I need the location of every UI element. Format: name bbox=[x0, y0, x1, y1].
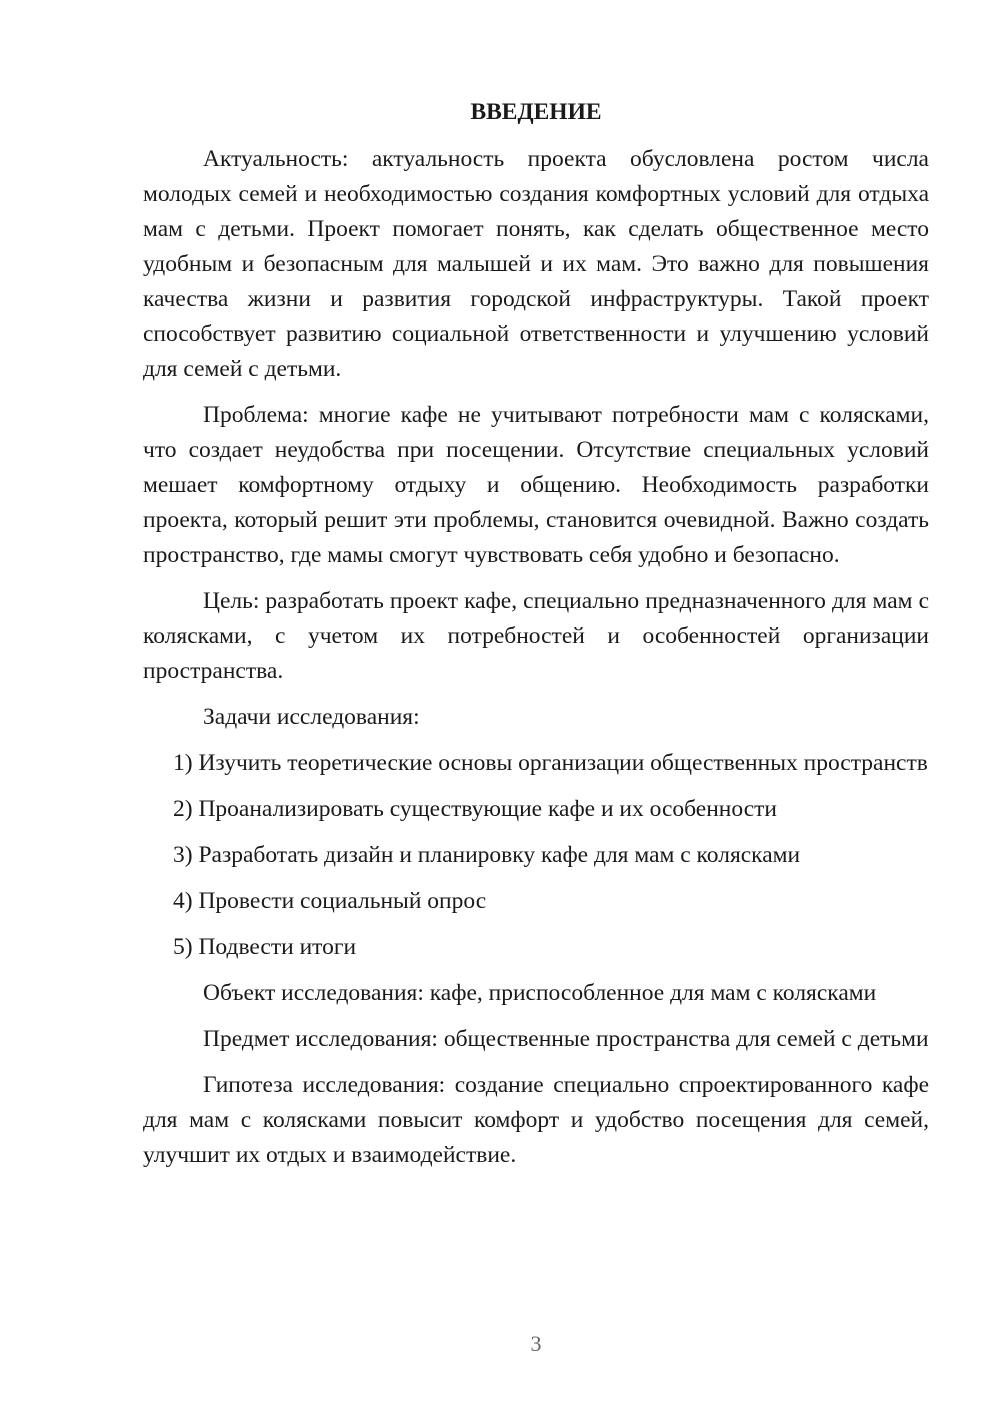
research-object: Объект исследования: кафе, приспособленное для мам с колясками bbox=[203, 980, 877, 1006]
goal-paragraph: Цель: разработать проект кафе, специально предназначенного для мам с колясками, с учетом их потребностей и особенностей организации пространства. bbox=[143, 588, 929, 684]
task-item: 1) Изучить теоретические основы организации общественных пространств bbox=[173, 750, 928, 776]
relevance-paragraph: Актуальность: актуальность проекта обусловлена ростом числа молодых семей и необходимостью создания комфортных условий для отдыха мам с детьми. Проект помогает понять, как сделать общественное место удобным и безопасным для малышей и их мам. Это важно для повышения качества жизни и развития городской инфраструктуры. Такой проект способствует развитию социальной ответственности и улучшению условий для семей с детьми. bbox=[143, 146, 929, 382]
tasks-heading: Задачи исследования: bbox=[203, 704, 420, 730]
page-number: 3 bbox=[530, 1331, 542, 1356]
task-item: 4) Провести социальный опрос bbox=[173, 888, 487, 914]
section-title: ВВЕДЕНИЕ bbox=[470, 99, 602, 125]
page-content bbox=[143, 95, 929, 1184]
task-item: 3) Разработать дизайн и планировку кафе для мам с колясками bbox=[173, 842, 801, 868]
task-item: 5) Подвести итоги bbox=[173, 934, 357, 960]
research-hypothesis: Гипотеза исследования: создание специально спроектированного кафе для мам с колясками повысит комфорт и удобство посещения для семей, улучшит их отдых и взаимодействие. bbox=[143, 1072, 929, 1168]
problem-paragraph: Проблема: многие кафе не учитывают потребности мам с колясками, что создает неудобства при посещении. Отсутствие специальных условий мешает комфортному отдыху и общению. Необходимость разработки проекта, который решит эти проблемы, становится очевидной. Важно создать пространство, где мамы смогут чувствовать себя удобно и безопасно. bbox=[143, 402, 929, 568]
research-subject: Предмет исследования: общественные пространства для семей с детьми bbox=[203, 1026, 929, 1052]
task-item: 2) Проанализировать существующие кафе и их особенности bbox=[173, 796, 777, 822]
tasks-list bbox=[143, 746, 929, 965]
